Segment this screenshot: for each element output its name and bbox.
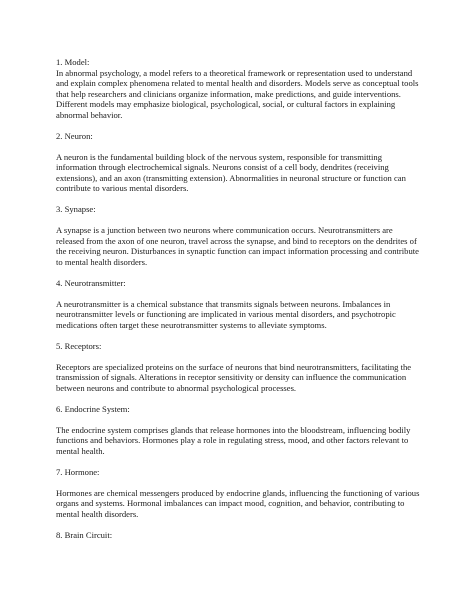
paragraph-line: extensions), and an axon (transmitting extension). Abnormalities in neuronal structure or function can [56, 172, 406, 183]
paragraph-line: the receiving neuron. Disturbances in synaptic function can impact information processing and contribute [56, 246, 419, 256]
paragraph-line: Hormones are chemical messengers produced by endocrine glands, influencing the functioning of various [56, 487, 420, 498]
section-paragraph [56, 225, 426, 267]
section-heading: 5. Receptors: [56, 340, 102, 351]
paragraph-line: released from the axon of one neuron, travel across the synapse, and bind to receptors on the dendrites of [56, 235, 417, 246]
paragraph-line: Different models may emphasize biological, psychological, social, or cultural factors in explaining [56, 99, 396, 109]
section-heading: 2. Neuron: [56, 130, 93, 141]
paragraph-line: medications often target these neurotransmitter systems to alleviate symptoms. [56, 319, 327, 330]
section-paragraph [56, 425, 426, 457]
paragraph-line: organs and systems. Hormonal imbalances can impact mood, cognition, and behavior, contributing to [56, 498, 405, 508]
section-paragraph [56, 152, 426, 194]
section-heading: 3. Synapse: [56, 204, 96, 214]
section-paragraph [56, 488, 426, 520]
paragraph-line: functions and behaviors. Hormones play a role in regulating stress, mood, and other factors relevant to [56, 435, 409, 445]
section-paragraph [56, 299, 426, 331]
section-paragraph [56, 362, 426, 394]
paragraph-line: A synapse is a junction between two neurons where communication occurs. Neurotransmitters are [56, 225, 393, 235]
document-page [56, 57, 426, 540]
section-heading: 6. Endocrine System: [56, 403, 130, 414]
paragraph-line: abnormal behavior. [56, 109, 123, 120]
paragraph-line: mental health disorders. [56, 508, 139, 519]
section-paragraph [56, 68, 426, 121]
section-heading: 4. Neurotransmitter: [56, 277, 126, 288]
paragraph-line: A neuron is the fundamental building block of the nervous system, responsible for transmitting [56, 151, 383, 162]
paragraph-line: Receptors are specialized proteins on the surface of neurons that bind neurotransmitters, facilitating the [56, 361, 412, 372]
paragraph-line: contribute to various mental disorders. [56, 183, 189, 193]
paragraph-line: mental health. [56, 445, 105, 456]
paragraph-line: The endocrine system comprises glands that release hormones into the bloodstream, influencing bodily [56, 424, 411, 435]
section-heading: 8. Brain Circuit: [56, 529, 113, 540]
paragraph-line: transmission of signals. Alterations in receptor sensitivity or density can influence the communication [56, 372, 407, 382]
paragraph-line: neurotransmitter levels or functioning are implicated in various mental disorders, and psychotropic [56, 309, 396, 319]
paragraph-line: to mental health disorders. [56, 256, 148, 267]
paragraph-line: In abnormal psychology, a model refers to a theoretical framework or representation used to understand [56, 67, 413, 78]
paragraph-line: and explain complex phenomena related to mental health and disorders. Models serve as conceptual tools [56, 78, 419, 88]
paragraph-line: information through electrochemical signals. Neurons consist of a cell body, dendrites (receiving [56, 162, 389, 172]
section-heading: 7. Hormone: [56, 466, 100, 477]
paragraph-line: between neurons and contribute to abnormal psychological processes. [56, 382, 297, 393]
paragraph-line: A neurotransmitter is a chemical substance that transmits signals between neurons. Imbalances in [56, 298, 391, 309]
section-heading: 1. Model: [56, 57, 90, 67]
paragraph-line: that help researchers and clinicians organize information, make predictions, and guide interventions. [56, 88, 401, 99]
